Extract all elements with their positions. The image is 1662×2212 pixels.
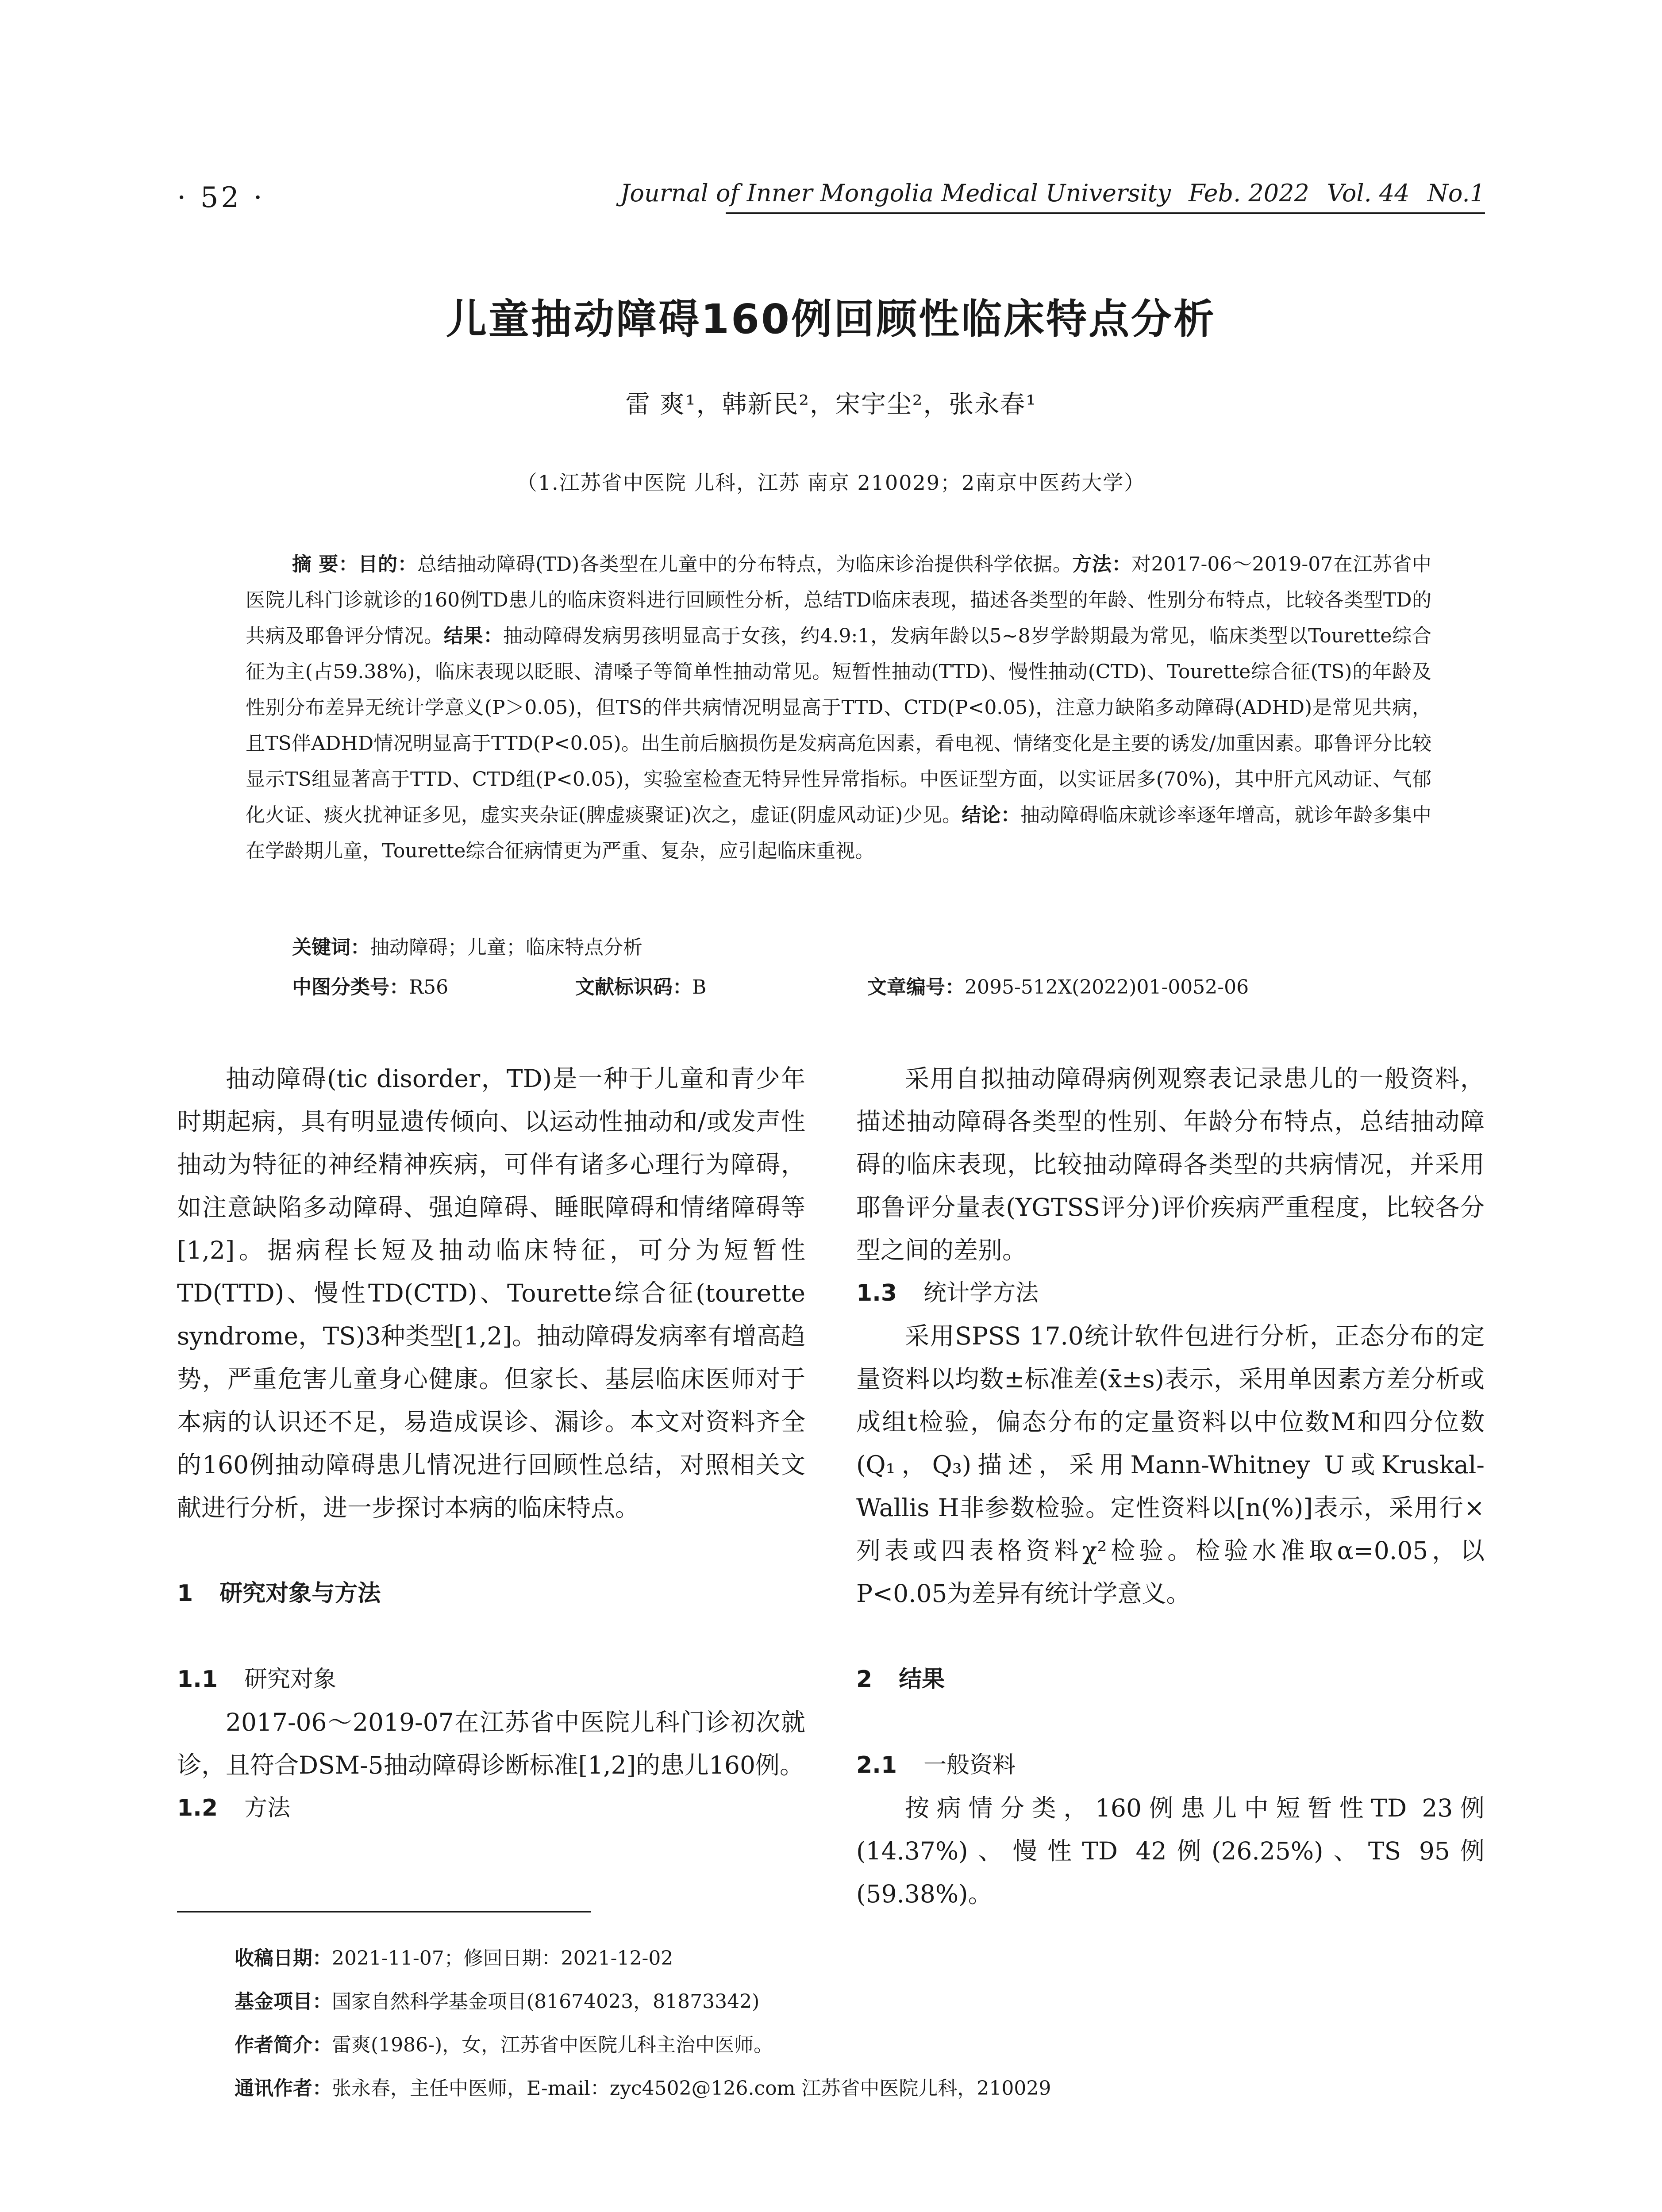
section-1-3-title: 统计学方法: [923, 1280, 1039, 1306]
section-2-number: 2: [856, 1666, 873, 1693]
journal-issue: No.1: [1427, 179, 1485, 207]
aim-text: 总结抽动障碍(TD)各类型在儿童中的分布特点，为临床诊治提供科学依据。: [417, 553, 1073, 576]
intro-paragraph: 抽动障碍(tic disorder，TD)是一种于儿童和青少年时期起病，具有明显遗传倾向、以运动性抽动和/或发声性抽动为特征的神经精神疾病，可伴有诸多心理行为障碍，如注意缺陷多动障碍、强迫障碍、睡眠障碍和情绪障碍等[1,2]。据病程长短及抽动临床特征，可分为短暂性TD(TTD)、慢性TD(CTD)、Tourette综合征(tourette syndrome，TS)3种类型[1,2]。抽动障碍发病率有增高趋势，严重危害儿童身心健康。但家长、基层临床医师对于本病的认识还不足，易造成误诊、漏诊。本文对资料齐全的160例抽动障碍患儿情况进行回顾性总结，对照相关文献进行分析，进一步探讨本病的临床特点。: [177, 1064, 805, 1522]
header-rule: [726, 212, 1485, 214]
article-number: [867, 971, 1249, 999]
abstract: [246, 546, 1431, 869]
fund-text: 国家自然科学基金项目(81674023，81873342): [332, 1990, 760, 2013]
received-label: 收稿日期：: [235, 1947, 332, 1970]
doc-value: B: [692, 976, 707, 998]
section-1-1-number: 1.1: [177, 1666, 218, 1693]
received-text: 2021-11-07；修回日期：2021-12-02: [332, 1947, 673, 1970]
section-1-1-heading: [177, 1658, 805, 1701]
doc-code: [575, 971, 706, 999]
conclusion-label: 结论：: [962, 804, 1021, 826]
article-value: 2095-512X(2022)01-0052-06: [965, 976, 1249, 998]
section-2-1-heading: [856, 1744, 1485, 1787]
section-2-heading: [856, 1658, 1485, 1701]
section-1-1-title: 研究对象: [244, 1666, 337, 1693]
conclusion-text: 抽动障碍临床就诊率逐年增高，就诊年龄多集中在学龄期儿童，Tourette综合征病情更为严重、复杂，应引起临床重视。: [246, 804, 1432, 862]
section-1-2-number: 1.2: [177, 1795, 218, 1821]
section-2-1-text: 按病情分类，160例患儿中短暂性TD 23例(14.37%)、慢性TD 42例(26.25%)、TS 95例(59.38%)。: [856, 1794, 1485, 1908]
section-1-heading: [177, 1572, 805, 1615]
footnote-rule: [177, 1911, 591, 1912]
body-left-column: [177, 1057, 805, 1830]
corresponding-line: [235, 2067, 1051, 2110]
result-label: 结果：: [443, 625, 504, 647]
section-2-1-number: 2.1: [856, 1752, 897, 1778]
section-1-2-heading: [177, 1787, 805, 1830]
journal-header: [603, 179, 1485, 207]
keywords-text: 抽动障碍；儿童；临床特点分析: [370, 936, 642, 959]
section-1-3-heading: [856, 1272, 1485, 1315]
body-right-column: [856, 1057, 1485, 1916]
abstract-label: 摘 要：: [292, 553, 358, 576]
keywords: [292, 931, 642, 960]
aim-label: 目的：: [358, 553, 418, 576]
article-title: 儿童抽动障碍160例回顾性临床特点分析: [446, 296, 1216, 343]
journal-volume: Vol. 44: [1327, 179, 1410, 207]
doc-label: 文献标识码：: [575, 976, 692, 998]
corresponding-text: 张永春，主任中医师，E-mail：zyc4502@126.com 江苏省中医院儿科，210029: [332, 2077, 1051, 2100]
result-text: 抽动障碍发病男孩明显高于女孩，约4.9:1，发病年龄以5~8岁学龄期最为常见，临床类型以Tourette综合征为主(占59.38%)，临床表现以眨眼、清嗓子等简单性抽动常见。短暂性抽动(TTD)、慢性抽动(CTD)、Tourette综合征(TS)的年龄及性别分布差异无统计学意义(P＞0.05)，但TS的伴共病情况明显高于TTD、CTD(P<0.05)，注意力缺陷多动障碍(ADHD)是常见共病，且TS伴ADHD情况明显高于TTD(P<0.05)。出生前后脑损伤是发病高危因素，看电视、情绪变化是主要的诱发/加重因素。耶鲁评分比较显示TS组显著高于TTD、CTD组(P<0.05)，实验室检查无特异性异常指标。中医证型方面，以实证居多(70%)，其中肝亢风动证、气郁化火证、痰火扰神证多见，虚实夹杂证(脾虚痰聚证)次之，虚证(阴虚风动证)少见。: [246, 625, 1431, 826]
method-text: 对2017-06～2019-07在江苏省中医院儿科门诊就诊的160例TD患儿的临床资料进行回顾性分析，总结TD临床表现，描述各类型的年龄、性别分布特点，比较各类型TD的共病及耶鲁评分情况。: [246, 553, 1431, 647]
section-1-3-text: 采用SPSS 17.0统计软件包进行分析，正态分布的定量资料以均数±标准差(x̄±s)表示，采用单因素方差分析或成组t检验，偏态分布的定量资料以中位数M和四分位数(Q₁，Q₃)描述，采用Mann-Whitney U或Kruskal-Wallis H非参数检验。定性资料以[n(%)]表示，采用行×列表或四表格资料χ²检验。检验水准取α=0.05，以P<0.05为差异有统计学意义。: [856, 1322, 1485, 1608]
article-label: 文章编号：: [867, 976, 965, 998]
section-2-1-title: 一般资料: [923, 1752, 1016, 1778]
section-1-number: 1: [177, 1580, 193, 1607]
keywords-label: 关键词：: [292, 936, 370, 959]
clc-value: R56: [409, 976, 449, 998]
clc-number: [292, 971, 448, 999]
affiliation: （1.江苏省中医院 儿科，江苏 南京 210029；2南京中医药大学）: [516, 471, 1146, 495]
section-2-title: 结果: [899, 1666, 945, 1693]
section-1-2-text: 采用自拟抽动障碍病例观察表记录患儿的一般资料，描述抽动障碍各类型的性别、年龄分布特点，总结抽动障碍的临床表现，比较抽动障碍各类型的共病情况，并采用耶鲁评分量表(YGTSS评分)评价疾病严重程度，比较各分型之间的差别。: [856, 1064, 1485, 1264]
corresponding-label: 通讯作者：: [235, 2077, 332, 2100]
fund-line: [235, 1980, 1051, 2024]
author-list: 雷 爽¹，韩新民²，宋宇尘²，张永春¹: [625, 390, 1037, 419]
journal-date: Feb. 2022: [1188, 179, 1309, 207]
author-bio-label: 作者简介：: [235, 2034, 332, 2056]
journal-name: Journal of Inner Mongolia Medical University: [620, 179, 1171, 207]
method-label: 方法：: [1072, 553, 1131, 576]
clc-label: 中图分类号：: [292, 976, 409, 998]
section-1-title: 研究对象与方法: [219, 1580, 381, 1607]
section-1-1-text: 2017-06～2019-07在江苏省中医院儿科门诊初次就诊，且符合DSM-5抽动障碍诊断标准[1,2]的患儿160例。: [177, 1708, 805, 1779]
section-1-3-number: 1.3: [856, 1280, 897, 1306]
received-line: [235, 1937, 1051, 1980]
author-bio-text: 雷爽(1986-)，女，江苏省中医院儿科主治中医师。: [332, 2034, 773, 2056]
page-number: · 52 ·: [177, 181, 265, 214]
author-bio-line: [235, 2024, 1051, 2067]
footnotes: [235, 1937, 1051, 2110]
fund-label: 基金项目：: [235, 1990, 332, 2013]
section-1-2-title: 方法: [244, 1795, 291, 1821]
